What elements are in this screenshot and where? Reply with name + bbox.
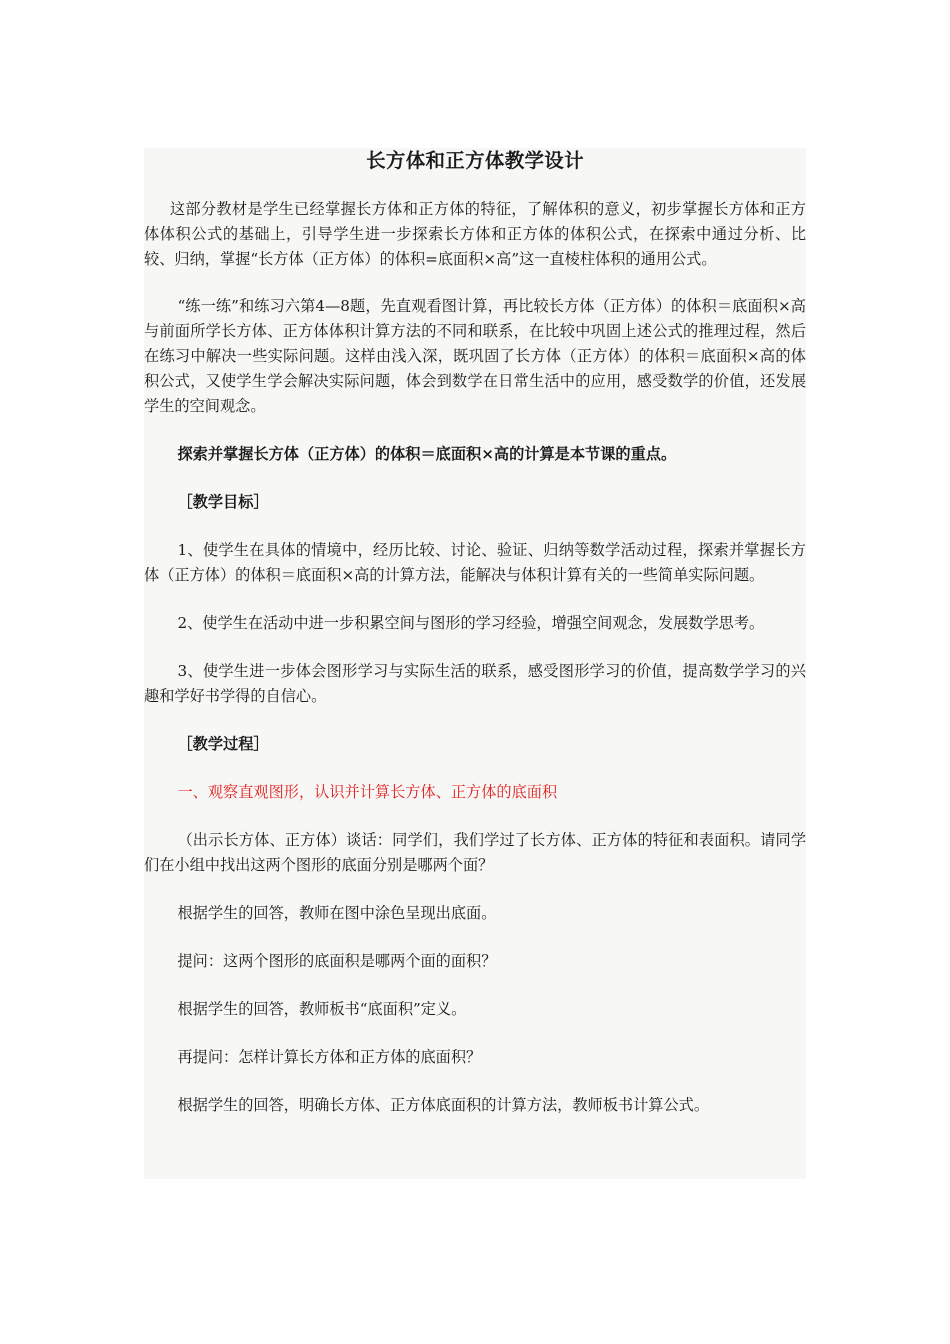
objective-item-3: 3、使学生进一步体会图形学习与实际生活的联系，感受图形学习的价值，提高数学学习的兴趣和学好书学得的自信心。 <box>144 662 806 705</box>
objective-item-1: 1、使学生在具体的情境中，经历比较、讨论、验证、归纳等数学活动过程，探索并掌握长方体（正方体）的体积＝底面积×高的计算方法，能解决与体积计算有关的一些简单实际问题。 <box>144 541 806 584</box>
process-paragraph-2: 根据学生的回答，教师在图中涂色呈现出底面。 <box>177 904 497 922</box>
objectives-heading: ［教学目标］ <box>177 493 269 511</box>
section-heading-1: 一、观察直观图形，认识并计算长方体、正方体的底面积 <box>177 783 558 801</box>
process-paragraph-6: 根据学生的回答，明确长方体、正方体底面积的计算方法，教师板书计算公式。 <box>177 1096 709 1114</box>
process-paragraph-4: 根据学生的回答，教师板书“底面积”定义。 <box>177 1000 467 1018</box>
practice-paragraph: “练一练”和练习六第4—8题，先直观看图计算，再比较长方体（正方体）的体积＝底面积×高与前面所学长方体、正方体体积计算方法的不同和联系，在比较中巩固上述公式的推理过程，然后在练习中解决一些实际问题。这样由浅入深，既巩固了长方体（正方体）的体积＝底面积×高的体积公式，又使学生学会解决实际问题，体会到数学在日常生活中的应用，感受数学的价值，还发展学生的空间观念。 <box>144 297 806 415</box>
objective-item-2: 2、使学生在活动中进一步积累空间与图形的学习经验，增强空间观念，发展数学思考。 <box>177 614 765 632</box>
process-paragraph-5: 再提问：怎样计算长方体和正方体的底面积？ <box>177 1048 482 1066</box>
document-body <box>144 148 806 1179</box>
document-title: 长方体和正方体教学设计 <box>366 149 584 172</box>
intro-paragraph: 这部分教材是学生已经掌握长方体和正方体的特征，了解体积的意义，初步掌握长方体和正方体体积公式的基础上，引导学生进一步探索长方体和正方体的体积公式，在探索中通过分析、比较、归纳，掌握“长方体（正方体）的体积=底面积×高”这一直棱柱体积的通用公式。 <box>144 200 806 268</box>
process-paragraph-1: （出示长方体、正方体）谈话：同学们，我们学过了长方体、正方体的特征和表面积。请同学们在小组中找出这两个图形的底面分别是哪两个面？ <box>144 831 806 874</box>
process-paragraph-3: 提问：这两个图形的底面积是哪两个面的面积？ <box>177 952 497 970</box>
process-heading: ［教学过程］ <box>177 735 269 753</box>
key-point-paragraph: 探索并掌握长方体（正方体）的体积＝底面积×高的计算是本节课的重点。 <box>177 445 677 463</box>
